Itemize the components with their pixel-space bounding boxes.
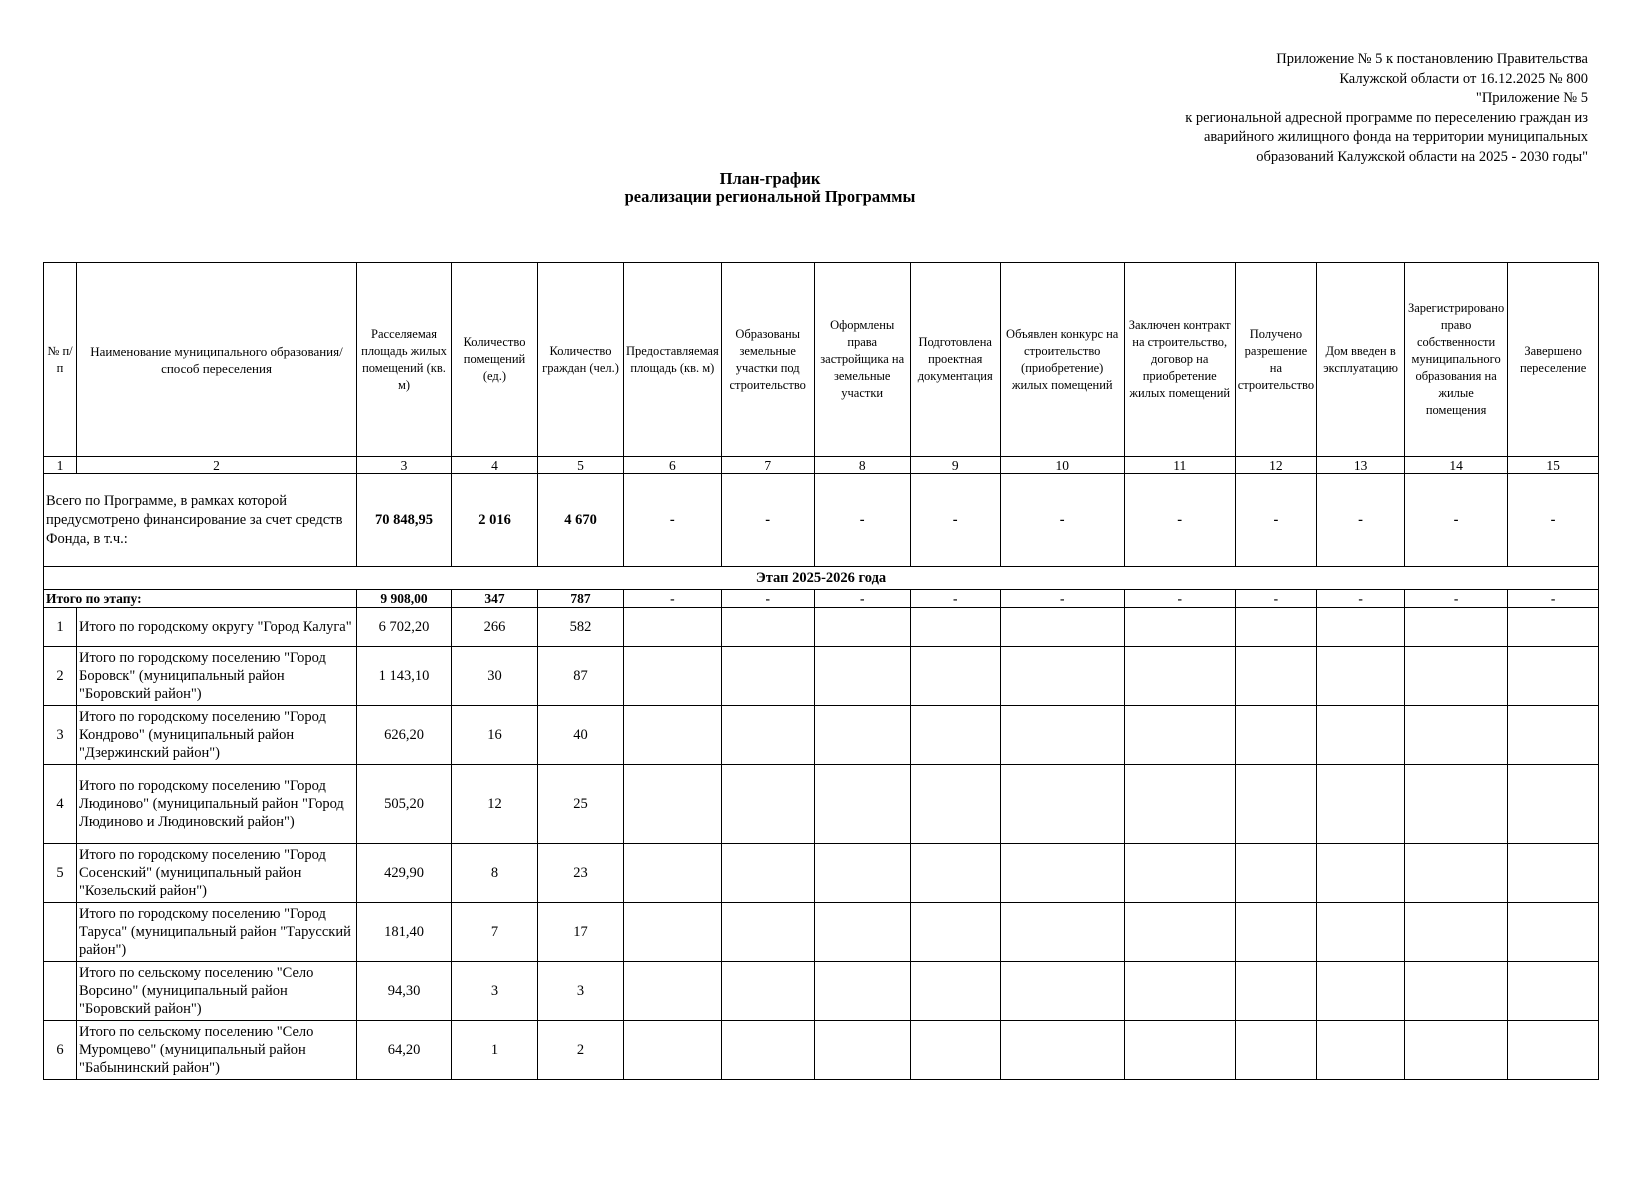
stage-total-label: Итого по этапу: [44,590,357,608]
empty-cell [721,765,814,844]
empty-cell [1235,1021,1316,1080]
table-row [44,706,1599,765]
row-number: 5 [44,844,77,903]
column-number: 13 [1317,457,1405,474]
citizens-cell: 582 [538,608,624,647]
empty-cell [1405,1021,1508,1080]
empty-cell [1235,647,1316,706]
empty-cell [1235,903,1316,962]
empty-cell [1508,765,1599,844]
empty-cell [721,903,814,962]
rooms-cell: 266 [452,608,538,647]
header-cell: Образованы земельные участки под строительство [721,263,814,457]
area-cell: 505,20 [357,765,452,844]
empty-cell [910,706,1000,765]
header-cell: Дом введен в эксплуатацию [1317,263,1405,457]
annex-line: образований Калужской области на 2025 - 2030 годы" [1256,148,1588,165]
empty-cell [1405,962,1508,1021]
empty-cell [1405,903,1508,962]
empty-cell [1124,608,1235,647]
column-number: 3 [357,457,452,474]
empty-cell [1235,765,1316,844]
annex-line: к региональной адресной программе по переселению граждан из [1185,109,1588,126]
citizens-cell: 23 [538,844,624,903]
empty-cell [1000,608,1124,647]
area-cell: 64,20 [357,1021,452,1080]
header-cell: № п/п [44,263,77,457]
annex-line: Приложение № 5 к постановлению Правительства [1276,51,1588,67]
column-number: 11 [1124,457,1235,474]
column-number: 2 [77,457,357,474]
total-dash: - [1000,474,1124,567]
table-row [44,647,1599,706]
stage-dash: - [1508,590,1599,608]
total-citizens: 4 670 [538,474,624,567]
stage-area: 9 908,00 [357,590,452,608]
stage-dash: - [1000,590,1124,608]
empty-cell [814,903,910,962]
municipality-name: Итого по городскому поселению "Город Людиново" (муниципальный район "Город Людиново и Людиновский район") [77,765,357,844]
stage-dash: - [910,590,1000,608]
empty-cell [1000,903,1124,962]
empty-cell [1405,844,1508,903]
empty-cell [1000,962,1124,1021]
empty-cell [1405,647,1508,706]
stage-total-row [44,590,1599,608]
stage-title: Этап 2025-2026 года [44,567,1599,590]
empty-cell [1405,608,1508,647]
empty-cell [624,903,722,962]
stage-rooms: 347 [452,590,538,608]
column-number: 15 [1508,457,1599,474]
empty-cell [1124,706,1235,765]
stage-dash: - [1235,590,1316,608]
empty-cell [1235,706,1316,765]
header-cell: Получено разрешение на строительство [1235,263,1316,457]
total-dash: - [1317,474,1405,567]
stage-header-row [44,567,1599,590]
annex-line: аварийного жилищного фонда на территории муниципальных [1203,129,1588,145]
schedule-table [43,262,1599,1080]
empty-cell [721,706,814,765]
column-number-row [44,457,1599,474]
total-dash: - [1124,474,1235,567]
column-number: 1 [44,457,77,474]
table-row [44,765,1599,844]
area-cell: 94,30 [357,962,452,1021]
municipality-name: Итого по городскому округу "Город Калуга" [77,608,357,647]
stage-citizens: 787 [538,590,624,608]
municipality-name: Итого по городскому поселению "Город Таруса" (муниципальный район "Тарусский район") [77,903,357,962]
empty-cell [1124,647,1235,706]
empty-cell [1317,1021,1405,1080]
empty-cell [1000,844,1124,903]
empty-cell [624,1021,722,1080]
area-cell: 181,40 [357,903,452,962]
table-row [44,1021,1599,1080]
total-dash: - [624,474,722,567]
header-cell: Подготовлена проектная документация [910,263,1000,457]
area-cell: 6 702,20 [357,608,452,647]
header-cell: Предоставляемая площадь (кв. м) [624,263,722,457]
empty-cell [721,647,814,706]
total-dash: - [910,474,1000,567]
empty-cell [1317,962,1405,1021]
municipality-name: Итого по городскому поселению "Город Кондрово" (муниципальный район "Дзержинский район") [77,706,357,765]
row-number [44,962,77,1021]
row-number: 4 [44,765,77,844]
empty-cell [910,1021,1000,1080]
empty-cell [1235,962,1316,1021]
empty-cell [910,765,1000,844]
title-line-1: План-график [719,169,821,188]
citizens-cell: 25 [538,765,624,844]
empty-cell [721,608,814,647]
empty-cell [1124,765,1235,844]
empty-cell [624,962,722,1021]
empty-cell [910,903,1000,962]
row-number: 6 [44,1021,77,1080]
header-row [44,263,1599,457]
annex-line: "Приложение № 5 [1475,90,1588,106]
empty-cell [1317,903,1405,962]
empty-cell [1317,647,1405,706]
empty-cell [1000,706,1124,765]
empty-cell [1508,706,1599,765]
stage-dash: - [1317,590,1405,608]
row-number: 3 [44,706,77,765]
table-row [44,903,1599,962]
empty-cell [1508,844,1599,903]
column-number: 4 [452,457,538,474]
empty-cell [1508,903,1599,962]
rooms-cell: 30 [452,647,538,706]
annex-line: Калужской области от 16.12.2025 № 800 [1339,70,1588,87]
table-row [44,844,1599,903]
column-number: 14 [1405,457,1508,474]
empty-cell [1317,844,1405,903]
header-cell: Заключен контракт на строительство, договор на приобретение жилых помещений [1124,263,1235,457]
municipality-name: Итого по городскому поселению "Город Боровск" (муниципальный район "Боровский район") [77,647,357,706]
program-total-row [44,474,1599,567]
empty-cell [1405,765,1508,844]
annex-header [1068,50,1588,167]
empty-cell [814,962,910,1021]
empty-cell [1124,1021,1235,1080]
empty-cell [1405,706,1508,765]
empty-cell [814,608,910,647]
empty-cell [1235,844,1316,903]
column-number: 10 [1000,457,1124,474]
empty-cell [910,962,1000,1021]
column-number: 12 [1235,457,1316,474]
empty-cell [910,608,1000,647]
rooms-cell: 1 [452,1021,538,1080]
total-dash: - [1235,474,1316,567]
header-cell: Зарегистрировано право собственности муниципального образования на жилые помещения [1405,263,1508,457]
stage-dash: - [624,590,722,608]
empty-cell [624,765,722,844]
empty-cell [1124,844,1235,903]
header-cell: Объявлен конкурс на строительство (приобретение) жилых помещений [1000,263,1124,457]
empty-cell [910,647,1000,706]
citizens-cell: 3 [538,962,624,1021]
header-cell: Наименование муниципального образования/способ переселения [77,263,357,457]
total-rooms: 2 016 [452,474,538,567]
empty-cell [814,647,910,706]
empty-cell [1508,647,1599,706]
empty-cell [1317,765,1405,844]
stage-dash: - [1124,590,1235,608]
empty-cell [814,706,910,765]
column-number: 7 [721,457,814,474]
empty-cell [1317,608,1405,647]
empty-cell [721,1021,814,1080]
empty-cell [1000,765,1124,844]
empty-cell [1508,608,1599,647]
rooms-cell: 3 [452,962,538,1021]
column-number: 5 [538,457,624,474]
empty-cell [624,608,722,647]
empty-cell [1124,962,1235,1021]
header-cell: Оформлены права застройщика на земельные участки [814,263,910,457]
total-dash: - [1405,474,1508,567]
empty-cell [814,765,910,844]
rooms-cell: 8 [452,844,538,903]
row-number [44,903,77,962]
rooms-cell: 12 [452,765,538,844]
total-area: 70 848,95 [357,474,452,567]
citizens-cell: 87 [538,647,624,706]
column-number: 6 [624,457,722,474]
stage-dash: - [721,590,814,608]
empty-cell [1235,608,1316,647]
municipality-name: Итого по сельскому поселению "Село Муромцево" (муниципальный район "Бабынинский район") [77,1021,357,1080]
citizens-cell: 2 [538,1021,624,1080]
stage-dash: - [1405,590,1508,608]
empty-cell [1000,647,1124,706]
column-number: 8 [814,457,910,474]
empty-cell [1508,962,1599,1021]
total-dash: - [814,474,910,567]
empty-cell [1000,1021,1124,1080]
empty-cell [814,844,910,903]
municipality-name: Итого по сельскому поселению "Село Ворсино" (муниципальный район "Боровский район") [77,962,357,1021]
header-cell: Количество помещений (ед.) [452,263,538,457]
total-dash: - [1508,474,1599,567]
rooms-cell: 7 [452,903,538,962]
area-cell: 429,90 [357,844,452,903]
citizens-cell: 17 [538,903,624,962]
empty-cell [1124,903,1235,962]
document-title [0,170,1540,206]
empty-cell [1317,706,1405,765]
empty-cell [624,647,722,706]
table-row [44,608,1599,647]
title-line-2: реализации региональной Программы [624,187,916,206]
table-row [44,962,1599,1021]
citizens-cell: 40 [538,706,624,765]
header-cell: Количество граждан (чел.) [538,263,624,457]
header-cell: Расселяемая площадь жилых помещений (кв. м) [357,263,452,457]
empty-cell [910,844,1000,903]
empty-cell [1508,1021,1599,1080]
area-cell: 626,20 [357,706,452,765]
area-cell: 1 143,10 [357,647,452,706]
header-cell: Завершено переселение [1508,263,1599,457]
empty-cell [814,1021,910,1080]
stage-dash: - [814,590,910,608]
total-dash: - [721,474,814,567]
rooms-cell: 16 [452,706,538,765]
row-number: 2 [44,647,77,706]
empty-cell [721,844,814,903]
empty-cell [624,844,722,903]
row-number: 1 [44,608,77,647]
empty-cell [624,706,722,765]
empty-cell [721,962,814,1021]
municipality-name: Итого по городскому поселению "Город Сосенский" (муниципальный район "Козельский район") [77,844,357,903]
program-total-label: Всего по Программе, в рамках которой предусмотрено финансирование за счет средств Фонда, в т.ч.: [44,474,357,567]
column-number: 9 [910,457,1000,474]
